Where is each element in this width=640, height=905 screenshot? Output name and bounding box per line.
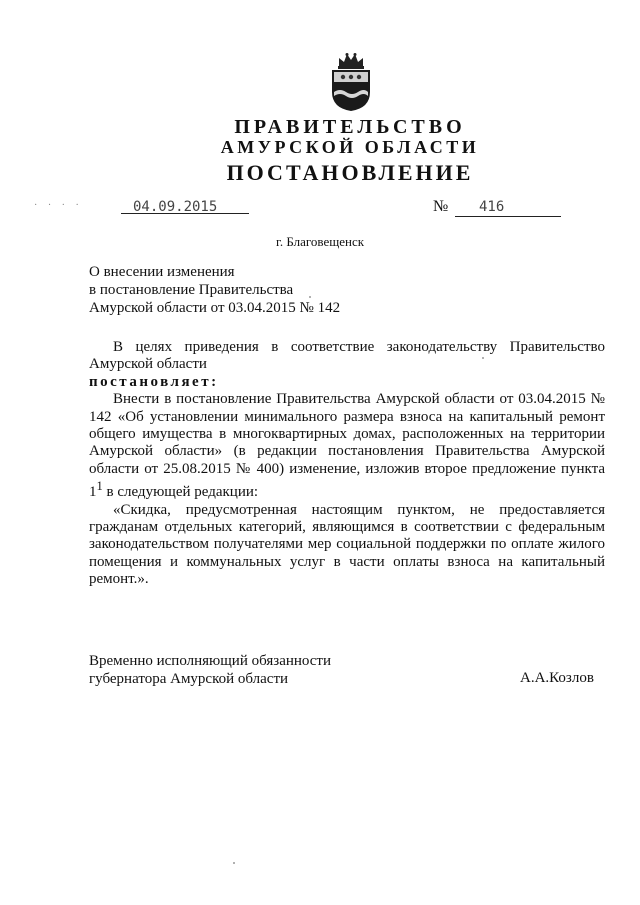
main-text: Внести в постановление Правительства Амурской области от 03.04.2015 № 142 «Об установлении минимального размера взноса на капитальный ремонт общего имущества в многоквартирных домах, расположенных на территории Амурской области» (в редакции постановления Правительства Амурской области от 25.08.2015 № 400) изменение, изложив второе предложение пункта 1 (89, 391, 605, 501)
scan-speck (482, 357, 484, 359)
decree-word: постановляет: (89, 373, 219, 390)
scan-specks: · · · · (34, 200, 83, 211)
scan-speck (309, 296, 311, 298)
signatory-title-line: губернатора Амурской области (89, 671, 289, 687)
document-subject (89, 263, 340, 317)
main-text-end: в следующей редакции: (102, 484, 259, 501)
signatory-name: А.А.Козлов (520, 670, 594, 686)
signatory-title (89, 652, 331, 688)
paragraph-superscript: 1 (96, 479, 103, 494)
document-body (89, 339, 605, 589)
signatory-title-line: Временно исполняющий обязанности (89, 653, 332, 669)
number-sign: № (433, 198, 449, 215)
main-paragraph (89, 391, 605, 501)
document-type-title: ПОСТАНОВЛЕНИЕ (226, 160, 474, 185)
quoted-paragraph: «Скидка, предусмотренная настоящим пунктом, не предоставляется гражданам отдельных категорий, являющимся в соответствии с федеральным законодательством получателями мер социальной поддержки по оплате жилого помещения и коммунальных услуг в части оплаты взноса на капитальный ремонт.». (89, 501, 605, 588)
region-title: АМУРСКОЙ ОБЛАСТИ (220, 137, 480, 157)
document-date: 04.09.2015 (133, 199, 218, 215)
date-underline (121, 213, 249, 214)
document-number: 416 (479, 199, 505, 215)
amur-oblast-coat-of-arms-icon (329, 52, 373, 112)
preamble-paragraph: В целях приведения в соответствие законодательству Правительство Амурской области (89, 339, 605, 373)
government-title: ПРАВИТЕЛЬСТВО (234, 116, 466, 138)
subject-line: в постановление Правительства (89, 282, 294, 298)
number-underline (455, 216, 561, 217)
subject-line: О внесении изменения (89, 264, 235, 280)
scan-speck (233, 862, 235, 864)
city-label: г. Благовещенск (275, 234, 365, 249)
subject-line: Амурской области от 03.04.2015 № 142 (89, 300, 341, 316)
